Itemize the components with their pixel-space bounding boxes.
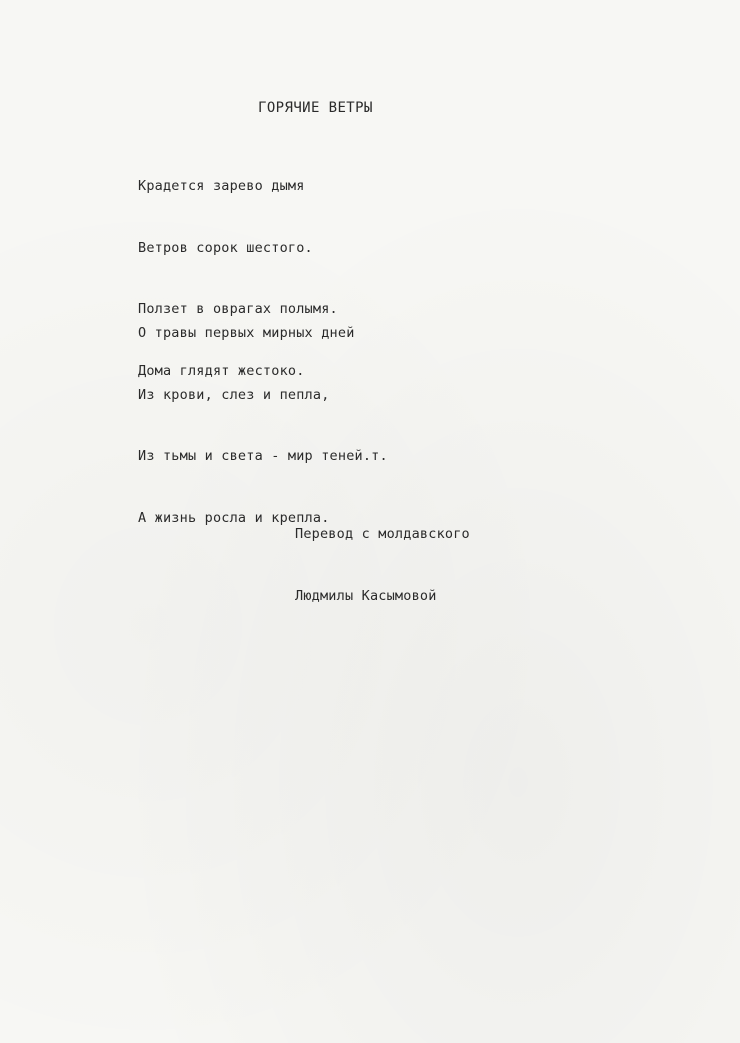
poem-line: А жизнь росла и крепла. bbox=[138, 509, 330, 526]
poem-line: Дома глядят жестоко. bbox=[138, 362, 305, 379]
poem-line: Ветров сорок шестого. bbox=[138, 239, 313, 256]
credit-line: Людмилы Касымовой bbox=[295, 588, 437, 604]
translation-credit bbox=[295, 494, 470, 650]
poem-line: Крадется зарево дымя bbox=[138, 178, 305, 194]
poem-line: Из тьмы и света - мир теней.т. bbox=[138, 448, 388, 464]
poem-line: Ползет в оврагах полымя. bbox=[138, 301, 338, 317]
poem-title: ГОРЯЧИЕ ВЕТРЫ bbox=[258, 100, 373, 116]
poem-line: О травы первых мирных дней bbox=[138, 325, 355, 341]
credit-line: Перевод с молдавского bbox=[295, 526, 470, 542]
poem-line: Из крови, слез и пепла, bbox=[138, 386, 330, 403]
